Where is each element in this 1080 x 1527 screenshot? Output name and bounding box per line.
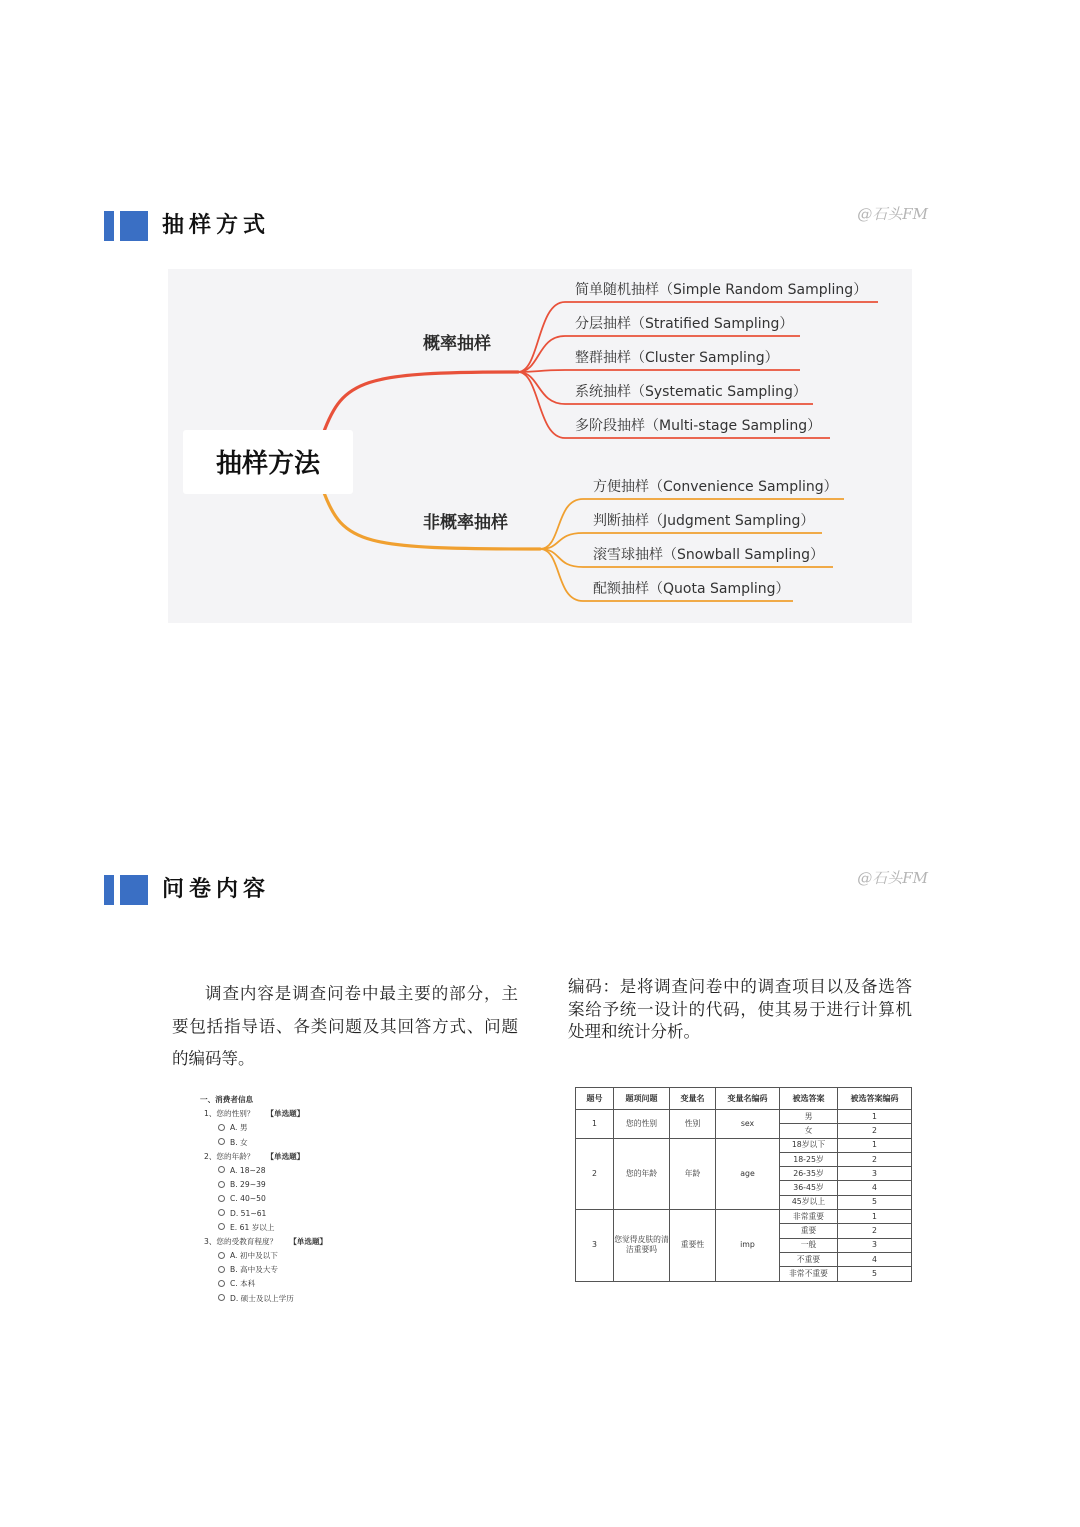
- question-cell: 您的年龄: [614, 1138, 670, 1209]
- answer-code-cell: 4: [838, 1252, 912, 1266]
- option-label: A. 初中及以下: [230, 1251, 278, 1261]
- answer-cell: 非常重要: [780, 1210, 838, 1224]
- option-label: B. 女: [230, 1137, 248, 1147]
- table-row: [576, 1110, 912, 1124]
- radio-circle-icon: [218, 1209, 225, 1216]
- answer-code-cell: 1: [838, 1138, 912, 1152]
- root-node-label: 抽样方法: [215, 449, 321, 479]
- answer-cell: 一般: [780, 1238, 838, 1252]
- sampling-method-item: 简单随机抽样（Simple Random Sampling）: [575, 282, 868, 298]
- question-option: [200, 1164, 380, 1178]
- radio-circle-icon: [218, 1294, 225, 1301]
- table-header-row: [576, 1088, 912, 1110]
- answer-cell: 不重要: [780, 1252, 838, 1266]
- answer-cell: 45岁以上: [780, 1195, 838, 1209]
- option-label: D. 硕士及以上学历: [230, 1293, 294, 1303]
- section-marker: [104, 211, 114, 241]
- answer-cell: 36-45岁: [780, 1181, 838, 1195]
- answer-cell: 18-25岁: [780, 1152, 838, 1166]
- variable-name-cell: 性别: [670, 1110, 716, 1139]
- sampling-method-item: 判断抽样（Judgment Sampling）: [593, 513, 815, 529]
- question-number-cell: 2: [576, 1138, 614, 1209]
- variable-code-cell: age: [716, 1138, 780, 1209]
- watermark: @石头FM: [857, 205, 928, 223]
- question-title: [200, 1150, 380, 1164]
- option-label: A. 男: [230, 1123, 248, 1133]
- radio-circle-icon: [218, 1280, 225, 1287]
- table-row: [576, 1210, 912, 1224]
- radio-circle-icon: [218, 1166, 225, 1173]
- question-type: 【单选题】: [266, 1151, 305, 1161]
- section-header-sampling: [104, 205, 934, 241]
- sampling-method-item: 多阶段抽样（Multi-stage Sampling）: [575, 418, 822, 434]
- answer-cell: 男: [780, 1110, 838, 1124]
- variable-name-cell: 年龄: [670, 1138, 716, 1209]
- answer-code-cell: 2: [838, 1224, 912, 1238]
- category-label: 概率抽样: [423, 334, 491, 354]
- questionnaire-heading: 一、消费者信息: [200, 1095, 254, 1104]
- column-header: 被选答案编码: [838, 1088, 912, 1110]
- coding-paragraph: 编码：是将调查问卷中的调查项目以及备选答案给予统一设计的代码，使其易于进行计算机处理和统计分析。: [568, 977, 912, 1041]
- option-label: B. 高中及大专: [230, 1265, 279, 1275]
- question-option: [200, 1121, 380, 1135]
- question-option: [200, 1277, 380, 1291]
- answer-code-cell: 3: [838, 1167, 912, 1181]
- variable-code-cell: imp: [716, 1210, 780, 1281]
- answer-code-cell: 5: [838, 1267, 912, 1281]
- question-title: [200, 1107, 380, 1121]
- survey-content-paragraph: 调查内容是调查问卷中最主要的部分，主要包括指导语、各类问题及其回答方式、问题的编码等。: [172, 984, 518, 1068]
- question-option: [200, 1136, 380, 1150]
- question-text: 2、您的年龄？: [204, 1151, 255, 1161]
- answer-code-cell: 4: [838, 1181, 912, 1195]
- answer-cell: 重要: [780, 1224, 838, 1238]
- question-number-cell: 3: [576, 1210, 614, 1281]
- answer-code-cell: 1: [838, 1110, 912, 1124]
- option-label: A. 18~28: [230, 1165, 266, 1175]
- section-title: 抽样方式: [162, 213, 271, 238]
- sampling-method-item: 分层抽样（Stratified Sampling）: [575, 316, 794, 332]
- variable-name-cell: 重要性: [670, 1210, 716, 1281]
- question-cell: 您的性别: [614, 1110, 670, 1139]
- question-text: 1、您的性别？: [204, 1109, 255, 1119]
- option-label: E. 61 岁以上: [230, 1222, 275, 1232]
- answer-code-cell: 3: [838, 1238, 912, 1252]
- question-option: [200, 1221, 380, 1235]
- option-label: C. 40~50: [230, 1194, 266, 1204]
- radio-circle-icon: [218, 1124, 225, 1131]
- question-title: [200, 1235, 380, 1249]
- question-type: 【单选题】: [289, 1236, 328, 1246]
- sampling-method-item: 滚雪球抽样（Snowball Sampling）: [593, 547, 824, 563]
- option-label: C. 本科: [230, 1279, 256, 1289]
- question-option: [200, 1207, 380, 1221]
- question-option: [200, 1263, 380, 1277]
- answer-cell: 26-35岁: [780, 1167, 838, 1181]
- radio-circle-icon: [218, 1223, 225, 1230]
- answer-code-cell: 5: [838, 1195, 912, 1209]
- sampling-method-item: 配额抽样（Quota Sampling）: [593, 581, 790, 597]
- radio-circle-icon: [218, 1138, 225, 1145]
- question-text: 3、您的受教育程度？: [204, 1236, 278, 1246]
- section-marker: [104, 875, 114, 905]
- table-row: [576, 1138, 912, 1152]
- column-header: 变量名: [670, 1088, 716, 1110]
- branch-curve: [323, 372, 518, 434]
- answer-code-cell: 1: [838, 1210, 912, 1224]
- column-header: 被选答案: [780, 1088, 838, 1110]
- category-label: 非概率抽样: [423, 513, 508, 533]
- sampling-methods-mindmap: [168, 269, 912, 623]
- answer-code-cell: 2: [838, 1124, 912, 1138]
- question-option: [200, 1178, 380, 1192]
- answer-code-cell: 2: [838, 1152, 912, 1166]
- column-header: 题项问题: [614, 1088, 670, 1110]
- coding-table: [575, 1087, 912, 1282]
- radio-circle-icon: [218, 1252, 225, 1259]
- question-option: [200, 1192, 380, 1206]
- question-cell: 您觉得皮肤的清洁重要吗: [614, 1210, 670, 1281]
- option-label: D. 51~61: [230, 1208, 267, 1218]
- section-marker: [120, 875, 148, 905]
- answer-cell: 非常不重要: [780, 1267, 838, 1281]
- variable-code-cell: sex: [716, 1110, 780, 1139]
- question-type: 【单选题】: [266, 1109, 305, 1119]
- option-label: B. 29~39: [230, 1180, 266, 1190]
- question-option: [200, 1292, 380, 1306]
- questionnaire-sample: [200, 1093, 380, 1306]
- watermark: @石头FM: [857, 869, 928, 887]
- section-marker: [120, 211, 148, 241]
- radio-circle-icon: [218, 1266, 225, 1273]
- column-header: 变量名编码: [716, 1088, 780, 1110]
- answer-cell: 女: [780, 1124, 838, 1138]
- question-number-cell: 1: [576, 1110, 614, 1139]
- question-option: [200, 1249, 380, 1263]
- answer-cell: 18岁以下: [780, 1138, 838, 1152]
- radio-circle-icon: [218, 1181, 225, 1188]
- section-header-questionnaire: [104, 869, 934, 905]
- branch-line: [518, 370, 800, 372]
- column-header: 题号: [576, 1088, 614, 1110]
- sampling-method-item: 整群抽样（Cluster Sampling）: [575, 350, 779, 366]
- radio-circle-icon: [218, 1195, 225, 1202]
- sampling-method-item: 方便抽样（Convenience Sampling）: [593, 479, 838, 495]
- section-title: 问卷内容: [162, 877, 271, 902]
- sampling-method-item: 系统抽样（Systematic Sampling）: [575, 384, 807, 400]
